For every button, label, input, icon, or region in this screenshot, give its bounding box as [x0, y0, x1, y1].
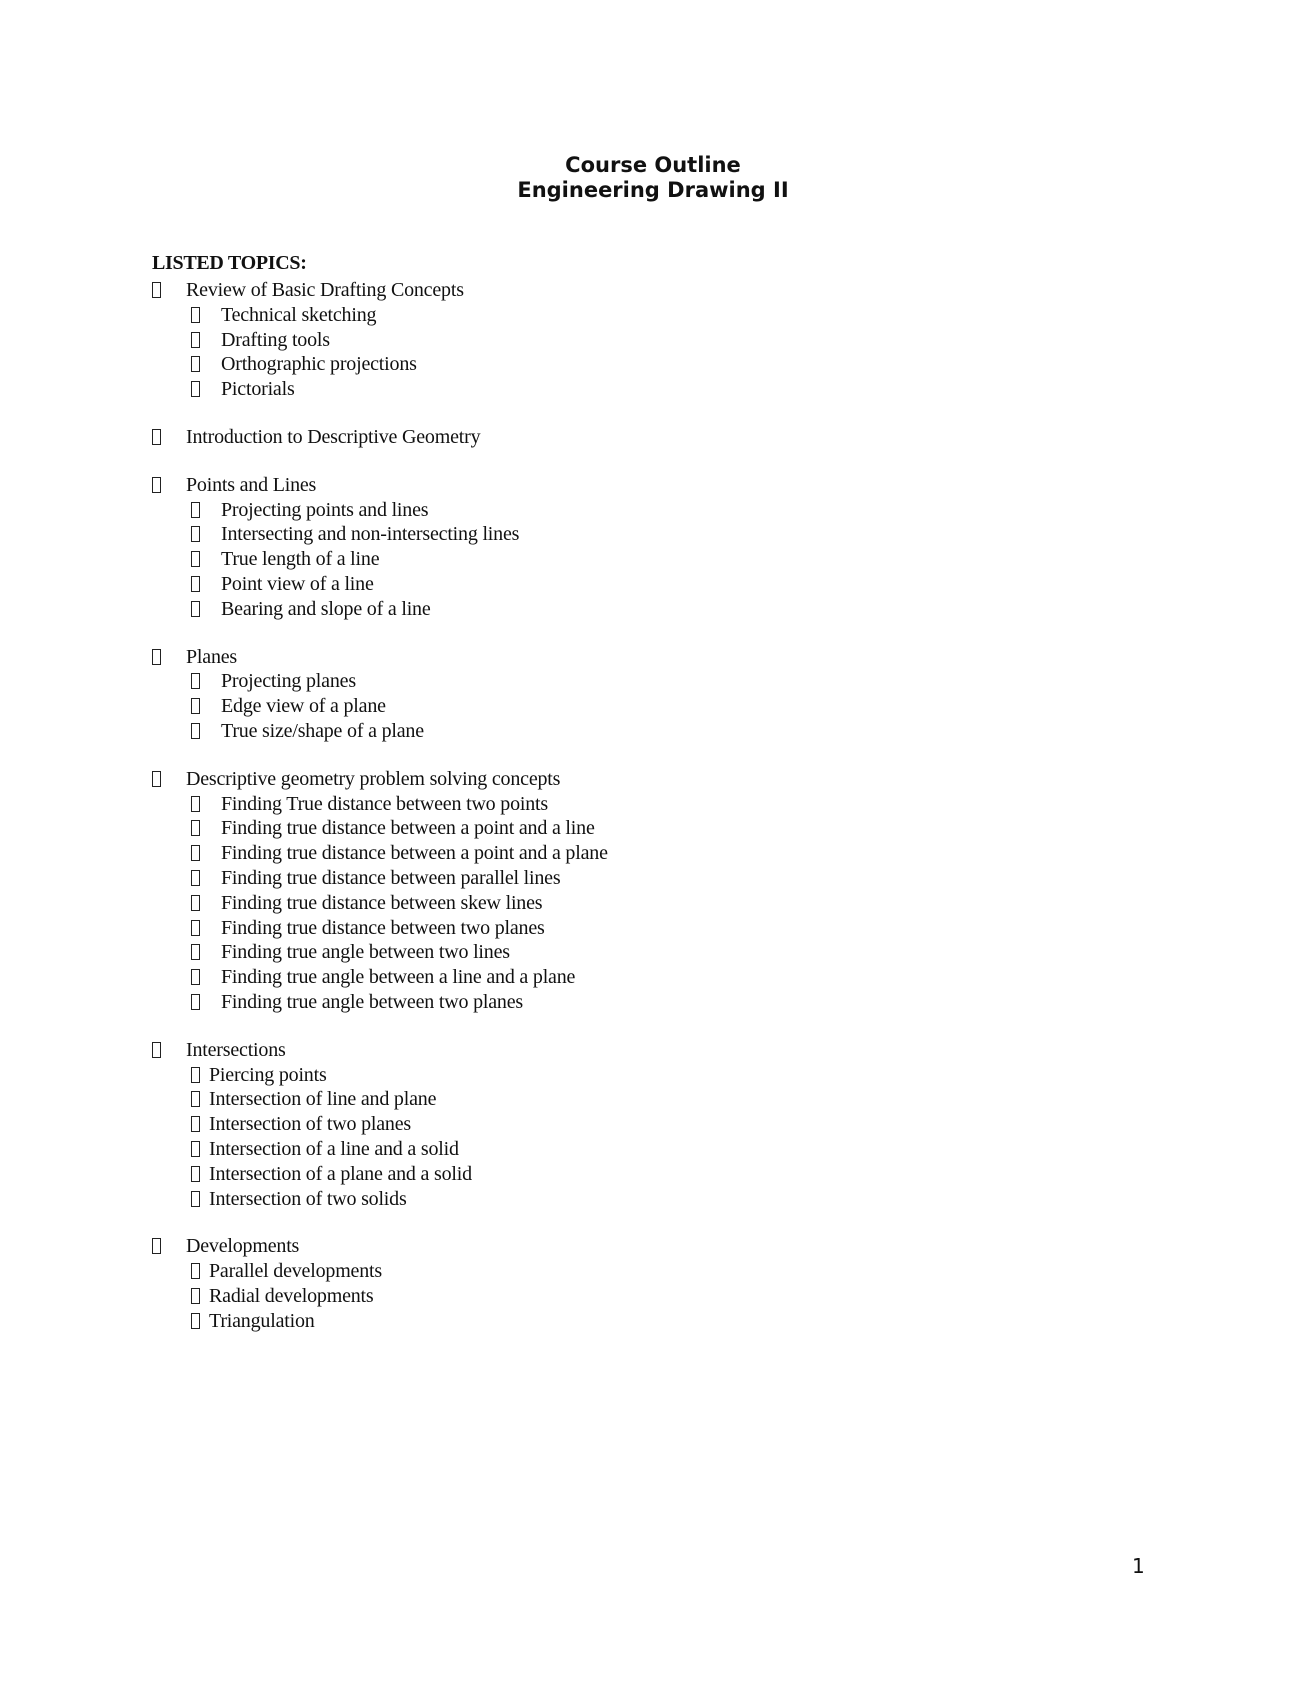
subtopic-item: [152, 1162, 1052, 1187]
subtopic-item: [152, 916, 1052, 941]
document-title: Course Outline: [565, 153, 741, 177]
subtopic-item: [152, 940, 1052, 965]
topic-label: Introduction to Descriptive Geometry: [186, 425, 481, 448]
bullet-box-icon: [191, 944, 200, 960]
subtopic-item: [152, 1187, 1052, 1212]
subtopic-label: Finding true angle between a line and a plane: [221, 966, 576, 989]
bullet-box-icon: [191, 307, 200, 323]
subtopic-label: Radial developments: [209, 1284, 374, 1307]
bullet-box-icon: [191, 502, 200, 518]
subtopic-item: [152, 694, 1052, 719]
bullet-box-icon: [191, 551, 200, 567]
subtopic-label: Orthographic projections: [221, 353, 417, 376]
subtopic-label: Finding true distance between parallel lines: [221, 866, 561, 889]
topic-item: [152, 767, 1052, 792]
subtopic-item: [152, 547, 1052, 572]
subtopic-label: Projecting planes: [221, 670, 356, 693]
topic-label: Developments: [186, 1235, 300, 1258]
bullet-box-icon: [191, 576, 200, 592]
subtopic-label: Technical sketching: [221, 303, 377, 326]
bullet-box-icon: [191, 381, 200, 397]
subtopic-item: [152, 866, 1052, 891]
subtopic-label: True length of a line: [221, 548, 380, 571]
bullet-box-icon: [191, 601, 200, 617]
bullet-box-icon: [152, 477, 161, 493]
subtopic-item: [152, 498, 1052, 523]
subtopic-item: [152, 352, 1052, 377]
bullet-box-icon: [152, 771, 161, 787]
subtopic-label: Bearing and slope of a line: [221, 597, 431, 620]
subtopic-label: Point view of a line: [221, 572, 374, 595]
bullet-box-icon: [152, 1238, 161, 1254]
listed-topics-heading: LISTED TOPICS:: [152, 252, 307, 274]
bullet-box-icon: [191, 920, 200, 936]
subtopic-label: Triangulation: [209, 1309, 315, 1332]
subtopic-label: Finding true distance between a point and a plane: [221, 842, 608, 865]
page-number: 1: [1132, 1554, 1145, 1578]
subtopic-item: [152, 792, 1052, 817]
bullet-box-icon: [191, 698, 200, 714]
topic-item: [152, 1038, 1052, 1063]
bullet-box-icon: [152, 649, 161, 665]
bullet-box-icon: [191, 895, 200, 911]
subtopic-label: Finding true angle between two lines: [221, 941, 510, 964]
bullet-box-icon: [152, 1042, 161, 1058]
subtopic-item: [152, 719, 1052, 744]
topic-item: [152, 473, 1052, 498]
document-subtitle: Engineering Drawing II: [517, 178, 789, 202]
bullet-box-icon: [191, 845, 200, 861]
bullet-box-icon: [191, 332, 200, 348]
topic-list: [152, 278, 1052, 1356]
bullet-box-icon: [191, 796, 200, 812]
subtopic-label: Intersecting and non-intersecting lines: [221, 523, 520, 546]
subtopic-item: [152, 669, 1052, 694]
bullet-box-icon: [191, 356, 200, 372]
topic-label: Intersections: [186, 1038, 286, 1061]
bullet-box-icon: [191, 870, 200, 886]
topic-item: [152, 645, 1052, 670]
subtopic-label: Intersection of two solids: [209, 1187, 407, 1210]
subtopic-item: [152, 1137, 1052, 1162]
subtopic-label: Parallel developments: [209, 1260, 382, 1283]
outline-section: [152, 1234, 1052, 1333]
bullet-box-icon: [191, 1313, 200, 1329]
outline-section: [152, 425, 1052, 450]
subtopic-item: [152, 1112, 1052, 1137]
bullet-box-icon: [191, 526, 200, 542]
subtopic-label: Drafting tools: [221, 328, 330, 351]
subtopic-label: Pictorials: [221, 378, 295, 401]
bullet-box-icon: [152, 429, 161, 445]
topic-item: [152, 278, 1052, 303]
outline-section: [152, 645, 1052, 744]
subtopic-item: [152, 377, 1052, 402]
outline-section: [152, 767, 1052, 1015]
subtopic-item: [152, 328, 1052, 353]
subtopic-label: Finding true distance between a point and a line: [221, 817, 595, 840]
subtopic-label: Intersection of line and plane: [209, 1088, 437, 1111]
bullet-box-icon: [191, 673, 200, 689]
bullet-box-icon: [191, 723, 200, 739]
subtopic-item: [152, 1259, 1052, 1284]
bullet-box-icon: [191, 969, 200, 985]
bullet-box-icon: [191, 1067, 200, 1083]
topic-label: Review of Basic Drafting Concepts: [186, 279, 464, 301]
subtopic-item: [152, 965, 1052, 990]
topic-item: [152, 425, 1052, 450]
subtopic-label: Edge view of a plane: [221, 695, 386, 718]
subtopic-item: [152, 816, 1052, 841]
topic-label: Planes: [186, 645, 238, 668]
outline-section: [152, 473, 1052, 622]
subtopic-label: Piercing points: [209, 1063, 327, 1086]
outline-section: [152, 1038, 1052, 1212]
bullet-box-icon: [191, 1091, 200, 1107]
topic-label: Descriptive geometry problem solving concepts: [186, 767, 561, 790]
subtopic-item: [152, 1063, 1052, 1088]
subtopic-label: Finding True distance between two points: [221, 792, 548, 815]
subtopic-label: Finding true angle between two planes: [221, 990, 523, 1013]
subtopic-label: True size/shape of a plane: [221, 719, 424, 742]
subtopic-item: [152, 522, 1052, 547]
bullet-box-icon: [191, 1288, 200, 1304]
subtopic-label: Finding true distance between two planes: [221, 916, 545, 939]
subtopic-label: Finding true distance between skew lines: [221, 891, 543, 914]
subtopic-item: [152, 1087, 1052, 1112]
subtopic-item: [152, 1309, 1052, 1334]
topic-item: [152, 1234, 1052, 1259]
subtopic-item: [152, 990, 1052, 1015]
subtopic-label: Projecting points and lines: [221, 498, 429, 521]
bullet-box-icon: [191, 820, 200, 836]
bullet-box-icon: [191, 1116, 200, 1132]
subtopic-label: Intersection of two planes: [209, 1113, 411, 1136]
bullet-box-icon: [191, 1141, 200, 1157]
subtopic-item: [152, 891, 1052, 916]
subtopic-item: [152, 1284, 1052, 1309]
topic-label: Points and Lines: [186, 473, 317, 496]
bullet-box-icon: [191, 1166, 200, 1182]
bullet-box-icon: [191, 1263, 200, 1279]
subtopic-item: [152, 841, 1052, 866]
outline-section: [152, 278, 1052, 402]
bullet-box-icon: [191, 994, 200, 1010]
subtopic-item: [152, 303, 1052, 328]
subtopic-label: Intersection of a line and a solid: [209, 1137, 459, 1160]
bullet-box-icon: [152, 282, 161, 298]
subtopic-item: [152, 597, 1052, 622]
subtopic-item: [152, 572, 1052, 597]
bullet-box-icon: [191, 1191, 200, 1207]
subtopic-label: Intersection of a plane and a solid: [209, 1162, 472, 1185]
